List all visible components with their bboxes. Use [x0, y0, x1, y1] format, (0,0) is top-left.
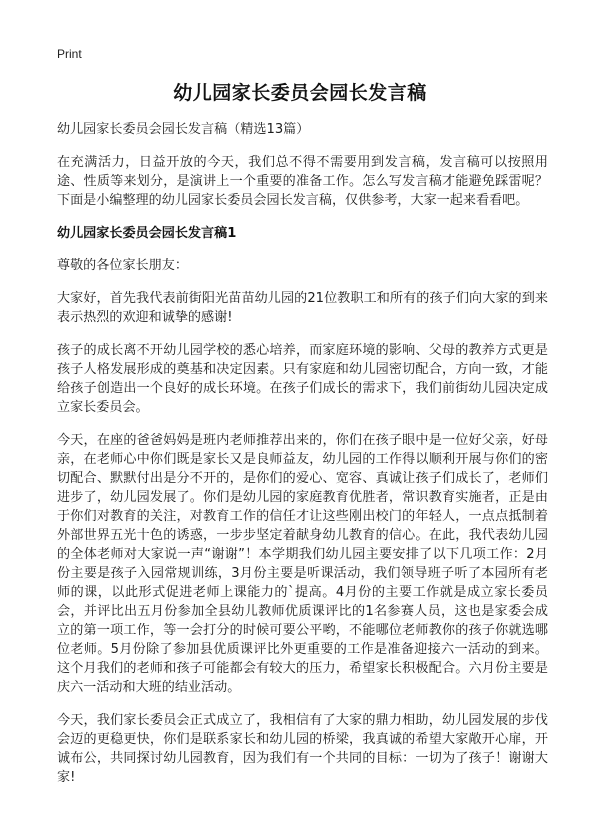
body-paragraph-3: 今天，在座的爸爸妈妈是班内老师推荐出来的，你们在孩子眼中是一位好父亲，好母亲，在老师心中你们既是家长又是良师益友，幼儿园的工作得以顺利开展与你们的密切配合、默默付出是分不开的，是你们的爱心、宽容、真诚让孩子们成长了，老师们进步了，幼儿园发展了。你们是幼儿园的家庭教育优胜者，常识教育实施者，正是由于你们对教育的关注，对教育工作的信任才让这些刚出校门的年轻人，一点点抵制着外部世界五光十色的诱惑，一步步坚定着献身幼儿教育的信心。在此，我代表幼儿园的全体老师对大家说一声“谢谢”！本学期我们幼儿园主要安排了以下几项工作：2月份主要是孩子入园常规训练，3月份主要是听课活动，我们领导班子听了本园所有老师的课，以此形式促进老师上课能力的`提高。4月份的主要工作就是成立家长委员会，并评比出五月份参加全县幼儿教师优质课评比的1名参赛人员，这也是家委会成立的第一项工作，等一会打分的时候可要公平哟，不能哪位老师教你的孩子你就选哪位老师。5月份除了参加县优质课评比外更重要的工作是准备迎接六一活动的到来。这个月我们的老师和孩子可能都会有较大的压力，希望家长积极配合。六月份主要是庆六一活动和大班的结业活动。: [57, 433, 548, 695]
body-paragraph-4: 今天，我们家长委员会正式成立了，我相信有了大家的鼎力相助，幼儿园发展的步伐会迈的更稳更快，你们是联系家长和幼儿园的桥梁，我真诚的希望大家敞开心扉，开诚布公，共同探讨幼儿园教育，因为我们有一个共同的目标：一切为了孩子！谢谢大家!: [57, 713, 548, 785]
document-subtitle: 幼儿园家长委员会园长发言稿（精选13篇）: [57, 122, 310, 137]
document-body: [57, 120, 548, 801]
body-paragraph-1: 大家好，首先我代表前街阳光苗苗幼儿园的21位教职工和所有的孩子们向大家的到来表示热烈的欢迎和诚挚的感谢!: [57, 291, 548, 325]
intro-paragraph: 在充满活力，日益开放的今天，我们总不得不需要用到发言稿，发言稿可以按照用途、性质等来划分，是演讲上一个重要的准备工作。怎么写发言稿才能避免踩雷呢？下面是小编整理的幼儿园家长委员会园长发言稿，仅供参考，大家一起来看看吧。: [57, 155, 548, 208]
page-title: 幼儿园家长委员会园长发言稿: [173, 82, 427, 104]
body-paragraph-2: 孩子的成长离不开幼儿园学校的悉心培养，而家庭环境的影响、父母的教养方式更是孩子人格发展形成的奠基和决定因素。只有家庭和幼儿园密切配合，方向一致，才能给孩子创造出一个良好的成长环境。在孩子们成长的需求下，我们前街幼儿园决定成立家长委员会。: [57, 343, 548, 415]
salutation: 尊敬的各位家长朋友：: [57, 258, 188, 273]
section-heading: 幼儿园家长委员会园长发言稿1: [57, 226, 237, 241]
print-label[interactable]: Print: [57, 47, 82, 61]
